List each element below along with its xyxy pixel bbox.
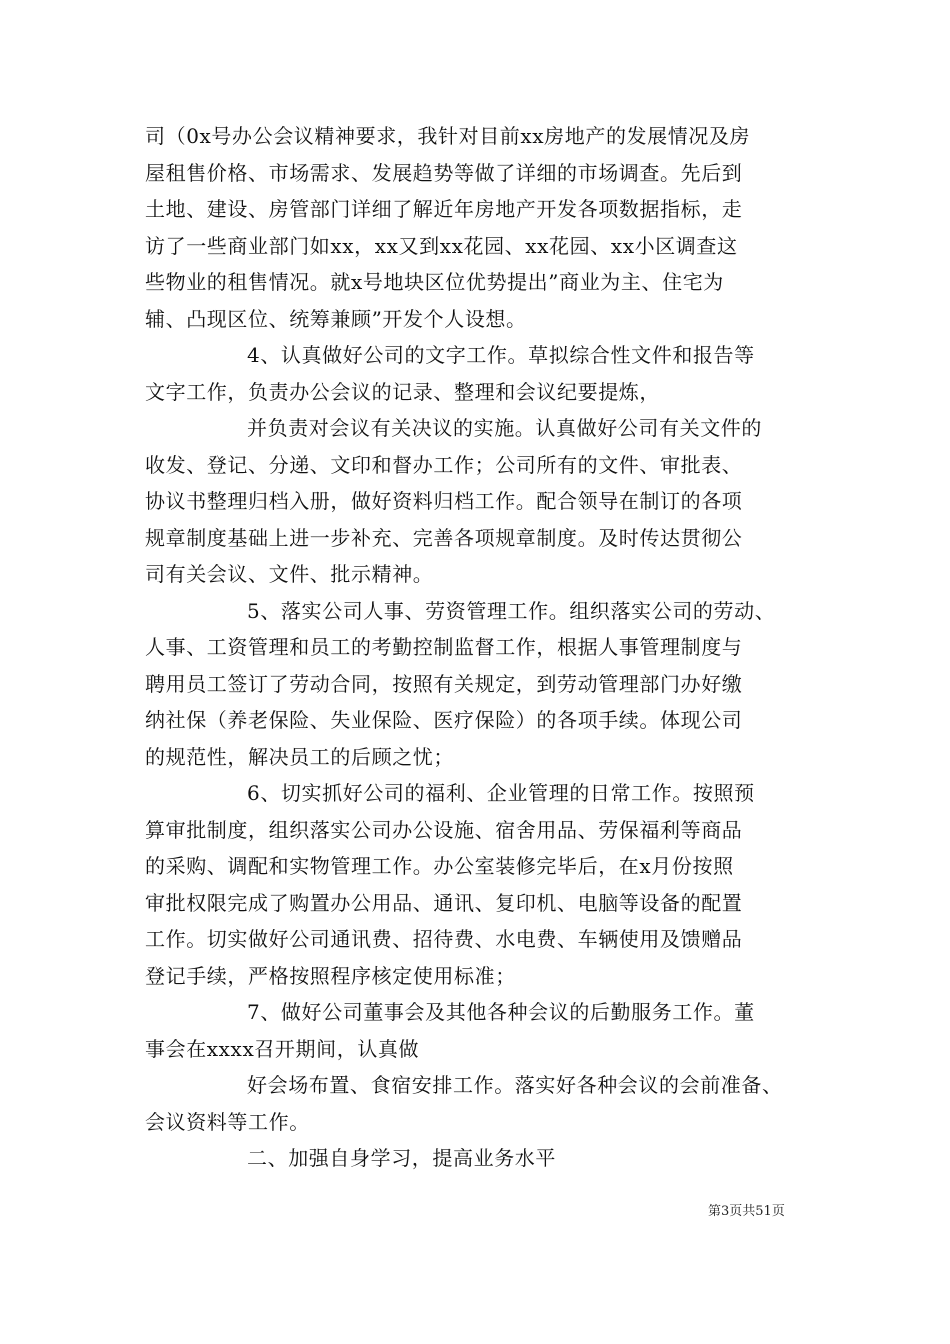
text-line: 屋租售价格、市场需求、发展趋势等做了详细的市场调查。先后到 bbox=[145, 160, 743, 185]
text-line: 登记手续，严格按照程序核定使用标准； bbox=[145, 963, 516, 988]
text-line: 并负责对会议有关决议的实施。认真做好公司有关文件的 bbox=[247, 416, 762, 440]
text-line: 4、认真做好公司的文字工作。草拟综合性文件和报告等 bbox=[247, 343, 755, 367]
text-line: 算审批制度，组织落实公司办公设施、宿舍用品、劳保福利等商品 bbox=[145, 817, 743, 842]
text-line: 协议书整理归档入册，做好资料归档工作。配合领导在制订的各项 bbox=[145, 489, 743, 513]
document-body bbox=[145, 118, 810, 1177]
text-line: 人事、工资管理和员工的考勤控制监督工作，根据人事管理制度与 bbox=[145, 635, 743, 659]
text-line: 聘用员工签订了劳动合同，按照有关规定，到劳动管理部门办好缴 bbox=[145, 671, 743, 696]
text-line: 事会在xxxx召开期间，认真做 bbox=[145, 1036, 420, 1061]
text-line: 审批权限完成了购置办公用品、通讯、复印机、电脑等设备的配置 bbox=[145, 890, 743, 915]
text-line: 二、加强自身学习，提高业务水平 bbox=[247, 1146, 556, 1170]
text-line: 规章制度基础上进一步补充、完善各项规章制度。及时传达贯彻公 bbox=[145, 525, 743, 550]
text-line: 的规范性，解决员工的后顾之忧； bbox=[145, 744, 454, 769]
text-line: 收发、登记、分递、文印和督办工作；公司所有的文件、审批表、 bbox=[145, 452, 743, 477]
text-line: 7、做好公司董事会及其他各种会议的后勤服务工作。董 bbox=[247, 1000, 755, 1024]
text-line: 5、落实公司人事、劳资管理工作。组织落实公司的劳动、 bbox=[247, 598, 776, 623]
text-line: 司有关会议、文件、批示精神。 bbox=[145, 562, 434, 586]
text-line: 些物业的租售情况。就x号地块区位优势提出”商业为主、住宅为 bbox=[145, 270, 724, 294]
text-line: 司（0x号办公会议精神要求，我针对目前xx房地产的发展情况及房 bbox=[145, 124, 751, 148]
text-line: 土地、建设、房管部门详细了解近年房地产开发各项数据指标，走 bbox=[145, 197, 743, 221]
page-number-footer: 第3页共51页 bbox=[708, 1204, 785, 1219]
text-line: 工作。切实做好公司通讯费、招待费、水电费、车辆使用及馈赠品 bbox=[145, 927, 743, 951]
text-line: 辅、凸现区位、统筹兼顾”开发个人设想。 bbox=[145, 306, 527, 331]
text-line: 好会场布置、食宿安排工作。落实好各种会议的会前准备、 bbox=[247, 1073, 783, 1097]
text-line: 6、切实抓好公司的福利、企业管理的日常工作。按照预 bbox=[247, 781, 755, 805]
text-line: 会议资料等工作。 bbox=[145, 1109, 310, 1134]
text-line: 访了一些商业部门如xx，xx又到xx花园、xx花园、xx小区调查这 bbox=[145, 233, 738, 258]
text-line: 纳社保（养老保险、失业保险、医疗保险）的各项手续。体现公司 bbox=[145, 708, 743, 732]
text-line: 文字工作，负责办公会议的记录、整理和会议纪要提炼， bbox=[145, 379, 660, 404]
text-line: 的采购、调配和实物管理工作。办公室装修完毕后，在x月份按照 bbox=[145, 854, 734, 878]
